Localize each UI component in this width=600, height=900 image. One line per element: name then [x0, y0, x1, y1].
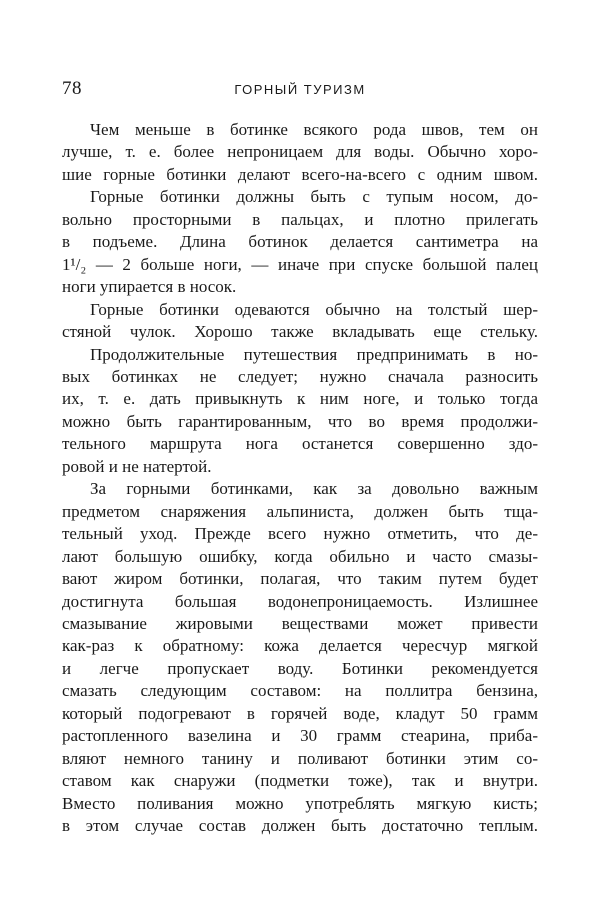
text-line: ровой и не натертой.	[62, 456, 212, 476]
paragraph	[62, 478, 538, 837]
body-text	[62, 119, 538, 838]
running-head	[62, 78, 538, 104]
text-line: вых ботинках не следует; нужно сначала разносить	[62, 366, 538, 386]
text-line: в подъеме. Длина ботинок делается сантиметра на	[62, 232, 538, 252]
text-line: За горными ботинками, как за довольно важным	[90, 479, 538, 499]
text-line: который подогревают в горячей воде, кладут 50 грамм	[62, 703, 538, 723]
text-line: как-раз к обратному: кожа делается чересчур мягкой	[62, 636, 538, 656]
paragraph	[62, 344, 538, 479]
text-line: можно быть гарантированным, что во время продолжи-	[62, 411, 538, 431]
text-line: Вместо поливания можно употреблять мягкую кисть;	[62, 793, 538, 813]
text-line: тельного маршрута нога останется совершенно здо-	[62, 434, 538, 454]
text-line: предметом снаряжения альпиниста, должен быть тща-	[62, 501, 538, 521]
paragraph	[62, 119, 538, 186]
text-line: ноги упирается в носок.	[62, 277, 237, 297]
text-line: лучше, т. е. более непроницаем для воды. Обычно хоро-	[62, 142, 538, 162]
text-line: Продолжительные путешествия предпринимать в но-	[90, 344, 538, 364]
text-line: их, т. е. дать привыкнуть к ним ноге, и только тогда	[62, 389, 538, 409]
text-line: стяной чулок. Хорошо также вкладывать еще стельку.	[62, 322, 538, 342]
text-line: ставом как снаружи (подметки тоже), так и внутри.	[62, 771, 538, 791]
text-line: Чем меньше в ботинке всякого рода швов, тем он	[90, 120, 538, 139]
text-line: вляют немного танину и поливают ботинки этим со-	[62, 748, 538, 768]
text-line: растопленного вазелина и 30 грамм стеарина, приба-	[62, 726, 538, 746]
text-line: смазать следующим составом: на поллитра бензина,	[62, 681, 538, 701]
page-number: 78	[62, 78, 82, 99]
paragraph	[62, 299, 538, 344]
text-line: Горные ботинки одеваются обычно на толстый шер-	[90, 299, 538, 319]
text-line: вают жиром ботинки, полагая, что таким путем будет	[62, 569, 538, 589]
text-line: и легче пропускает воду. Ботинки рекомендуется	[62, 658, 538, 678]
text-line: достигнута большая водонепроницаемость. Излишнее	[62, 591, 538, 611]
text-line: в этом случае состав должен быть достаточно теплым.	[62, 816, 538, 836]
text-line: шие горные ботинки делают всего-на-всего с одним швом.	[62, 164, 538, 184]
text-line: Горные ботинки должны быть с тупым носом, до-	[90, 187, 538, 207]
text-line: смазывание жировыми веществами может привести	[62, 613, 538, 633]
paragraph	[62, 186, 538, 298]
text-line: 1¹/₂ — 2 больше ноги, — иначе при спуске большой палец	[62, 254, 538, 274]
text-line: лают большую ошибку, когда обильно и часто смазы-	[62, 546, 538, 566]
text-line: тельный уход. Прежде всего нужно отметить, что де-	[62, 524, 538, 544]
text-line: вольно просторными в пальцах, и плотно прилегать	[62, 209, 538, 229]
running-title: ГОРНЫЙ ТУРИЗМ	[234, 82, 366, 97]
